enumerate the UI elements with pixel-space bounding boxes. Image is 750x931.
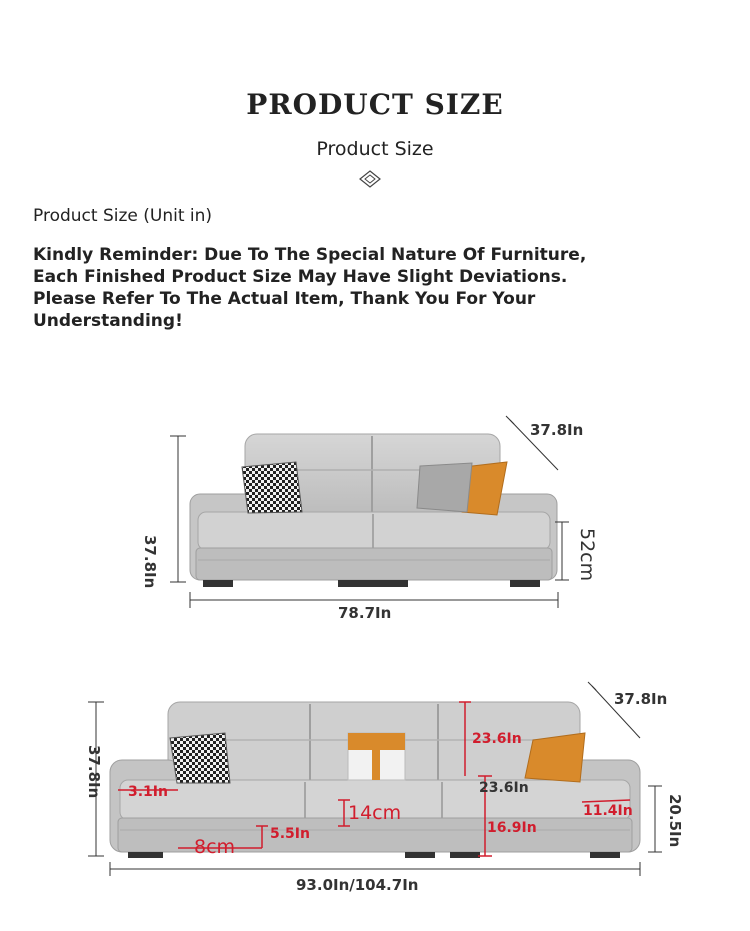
sofa2-seat-depth-label: 23.6In <box>479 780 529 796</box>
unit-note: Product Size (Unit in) <box>33 206 213 226</box>
sofa1-seat-height-label: 52cm <box>576 528 598 582</box>
sofa2-cushion-label: 14cm <box>348 802 402 824</box>
page-subtitle: Product Size <box>316 138 434 160</box>
sofa2-seat-height-label: 16.9In <box>487 820 537 836</box>
sofa1-height-label: 37.8In <box>141 535 159 589</box>
reminder-line: Kindly Reminder: Due To The Special Nature Of Furniture, <box>33 245 587 265</box>
sofa2-back-height-label: 23.6In <box>472 731 522 747</box>
reminder-line: Please Refer To The Actual Item, Thank You For Your <box>33 289 536 309</box>
page-title: PRODUCT SIZE <box>246 88 504 121</box>
sofa1-depth-label: 37.8In <box>530 421 584 439</box>
reminder-line: Understanding! <box>33 311 183 331</box>
sofa1-width-label: 78.7In <box>338 604 392 622</box>
sofa2-arm-total-label: 20.5In <box>666 794 684 848</box>
sofa2-leg-height-label: 5.5In <box>270 826 310 842</box>
reminder-line: Each Finished Product Size May Have Slight Deviations. <box>33 267 568 287</box>
sofa2-width-label: 93.0In/104.7In <box>296 876 419 894</box>
sofa2-leg-cm-label: 8cm <box>194 836 236 858</box>
sofa2-arm-height-label: 11.4In <box>583 803 633 819</box>
sofa2-depth-label: 37.8In <box>614 690 668 708</box>
sofa2-height-label: 37.8In <box>85 745 103 799</box>
sofa2-arm-width-label: 3.1In <box>128 784 168 800</box>
